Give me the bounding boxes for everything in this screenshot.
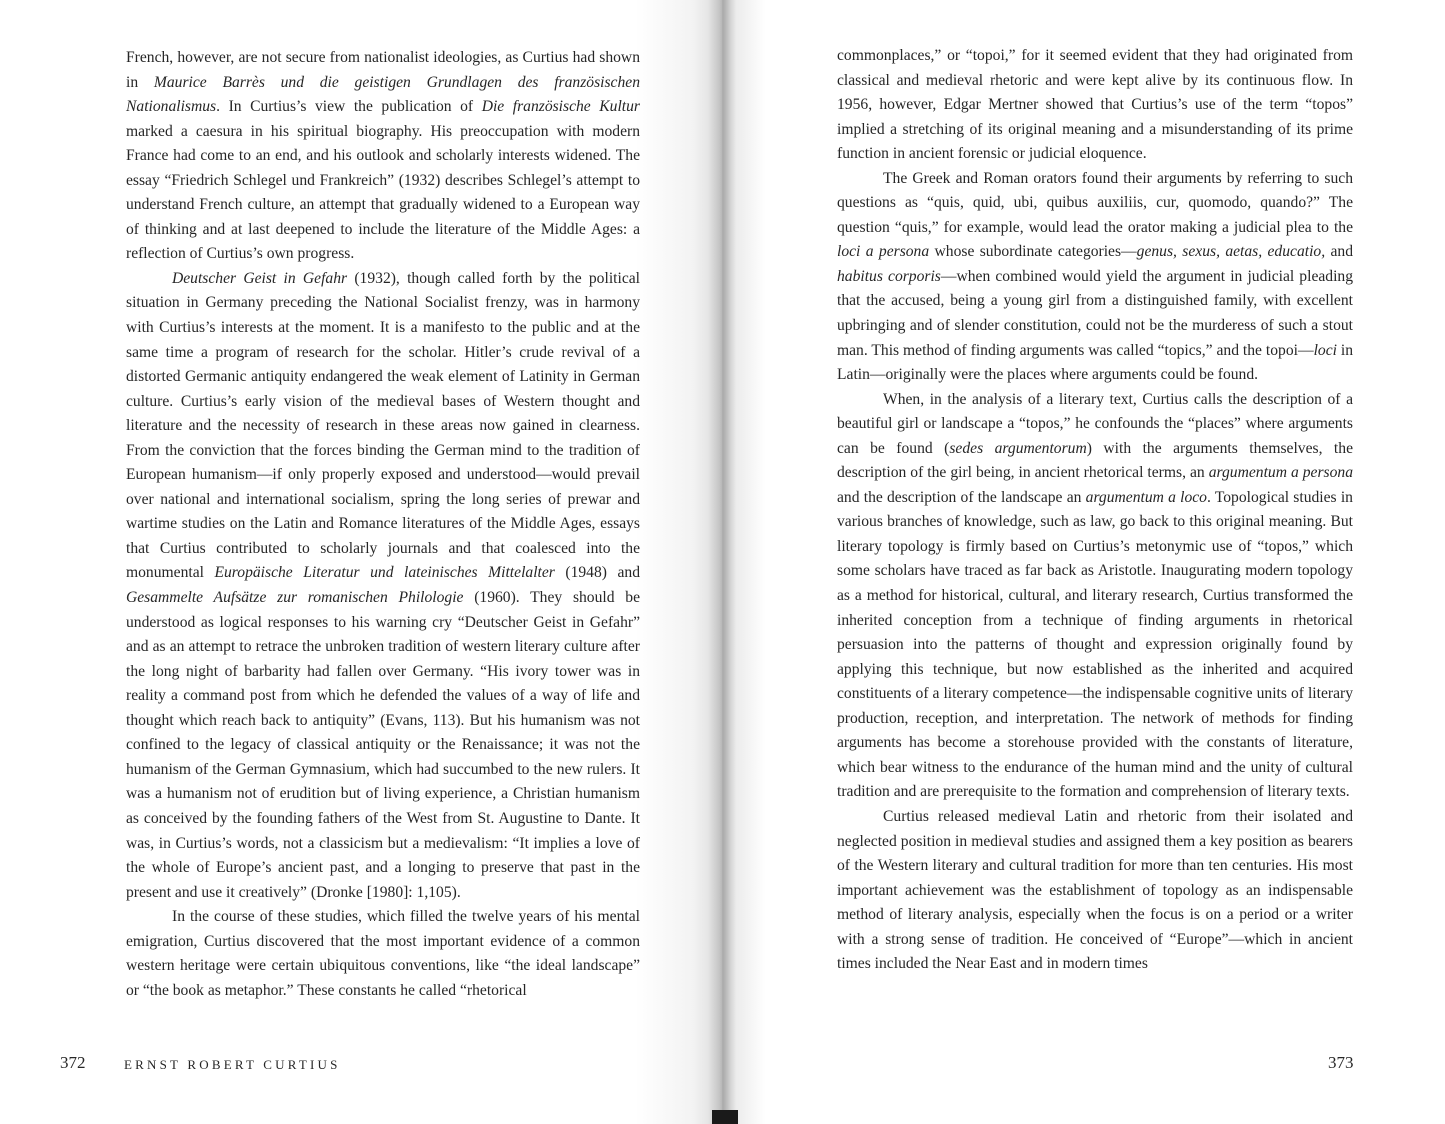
italic-text: argumentum a persona [1208, 464, 1353, 482]
italic-text: habitus corporis [837, 267, 941, 285]
gutter-shadow [712, 1110, 738, 1124]
paragraph [837, 44, 1353, 167]
text-run: French, however, are not secure from nationalist ideologies, as Curtius had shown in [126, 49, 640, 91]
text-run: whose subordinate categories— [929, 243, 1137, 261]
italic-text: Gesammelte Aufsätze zur romanischen Philologie [126, 589, 464, 607]
italic-text: Die französische Kultur [481, 98, 640, 116]
text-run: When, in the analysis of a literary text, Curtius calls the description of a beautiful girl or landscape a “topos,” he confounds the “places” where arguments can be found ( [837, 390, 1353, 457]
paragraph [126, 267, 640, 905]
italic-text: Europäische Literatur und lateinisches Mittelalter [214, 564, 555, 582]
text-run: In the course of these studies, which filled the twelve years of his mental emigration, Curtius discovered that the most important evidence of a common western heritage were certain ubiquitous conventions, like “the ideal landscape” or “the book as metaphor.” These constants he called “rhetorical [126, 908, 640, 999]
paragraph [837, 167, 1353, 388]
italic-text: loci a persona [837, 243, 930, 261]
text-run: The Greek and Roman orators found their arguments by referring to such questions as “quis, quid, ubi, quibus auxiliis, cur, quomodo, quando?” The question “quis,” for example, would lead the orator making a judicial plea to the [837, 169, 1353, 236]
italic-text: genus, sexus, aetas, educatio, [1136, 243, 1326, 261]
text-run: and the description of the landscape an [837, 488, 1086, 506]
right-page-body [837, 44, 1353, 977]
text-run: —when combined would yield the argument in judicial pleading that the accused, being a young girl from a distinguished family, with excellent upbringing and of slender constitution, could not be the murderess of such a stout man. This method of finding arguments was called “topics,” and the topoi— [837, 267, 1354, 359]
italic-text: sedes argumentorum [949, 439, 1087, 457]
text-run: . Topological studies in various branches of knowledge, such as law, go back to this original meaning. But literary topology is firmly based on Curtius’s metonymic use of “topos,” which some scholars have traced as far back as Aristotle. Inaugurating modern topology as a method for historical, cultural, and literary research, Curtius transformed the inherited conception from a technique of finding arguments in rhetorical persuasion into the patterns of thought and expression originally found by applying this technique, but now established as the inherited and acquired constituents of a literary competence—the indispensable cognitive units of literary production, reception, and interpretation. The network of methods for finding arguments has become a storehouse provided with the constants of literature, which bear witness to the endurance of the human mind and the unity of cultural tradition and are prerequisite to the formation and comprehension of literary texts. [837, 488, 1353, 801]
text-run: (1948) and [554, 564, 640, 582]
page-number-left: 372 [60, 1053, 86, 1072]
text-run: and [1325, 243, 1353, 261]
text-run: in Latin—originally were the places where arguments could be found. [837, 341, 1354, 384]
text-run: Curtius released medieval Latin and rhetoric from their isolated and neglected position in medieval studies and assigned them a key position as bearers of the Western literary and cultural tradition for more than ten centuries. His most important achievement was the establishment of topology as an indispensable method of literary analysis, especially when the focus is on a period or a writer with a strong sense of tradition. He conceived of “Europe”—which in ancient times included the Near East and in modern times [837, 807, 1353, 973]
italic-text: loci [1313, 341, 1337, 359]
text-run: (1932), though called forth by the political situation in Germany preceding the National Socialist frenzy, was in harmony with Curtius’s interests at the moment. It is a manifesto to the public and at the same time a program of research for the scholar. Hitler’s crude revival of a distorted Germanic antiquity endangered the weak element of Latinity in German culture. Curtius’s early vision of the medieval bases of Western thought and literature and the necessity of research in these areas now gained in clearness. From the conviction that the forces binding the German mind to the tradition of European humanism—if only properly exposed and understood—would prevail over national and international socialism, spring the long series of prewar and wartime studies on the Latin and Romance literatures of the Middle Ages, essays that Curtius contributed to scholarly journals and that coalesced into the monumental [126, 269, 640, 582]
book-gutter [708, 0, 736, 1124]
paragraph [126, 46, 640, 267]
italic-text: Maurice Barrès und die geistigen Grundlagen des französischen Nationalismus [126, 73, 640, 116]
text-run: . In Curtius’s view the publication of [216, 98, 482, 116]
paragraph [837, 805, 1353, 977]
text-run: marked a caesura in his spiritual biography. His preoccupation with modern France had come to an end, and his outlook and scholarly interests widened. The essay “Friedrich Schlegel und Frankreich” (1932) describes Schlegel’s attempt to understand French culture, an attempt that gradually widened to a European way of thinking and at last deepened to include the literature of the Middle Ages: a reflection of Curtius’s own progress. [126, 122, 640, 263]
text-run: (1960). They should be understood as logical responses to his warning cry “Deutscher Geist in Gefahr” and as an attempt to retrace the unbroken tradition of western literary culture after the long night of barbarity had fallen over Germany. “His ivory tower was in reality a command post from which he defended the values of a way of life and thought which reach back to antiquity” (Evans, 113). But his humanism was not confined to the legacy of classical antiquity or the Renaissance; it was not the humanism of the German Gymnasium, which had succumbed to the new rulers. It was a humanism not of erudition but of living experience, a Christian humanism as conceived by the founding fathers of the West from St. Augustine to Dante. It was, in Curtius’s words, not a classicism but a medievalism: “It implies a love of the whole of Europe’s ancient past, and a longing to preserve that past in the present and use it creatively” (Dronke [1980]: 1,105). [126, 589, 640, 901]
text-run: commonplaces,” or “topoi,” for it seemed evident that they had originated from classical and medieval rhetoric and were kept alive by its continuous flow. In 1956, however, Edgar Mertner showed that Curtius’s use of the term “topos” implied a stretching of its original meaning and a misunderstanding of its prime function in ancient forensic or judicial eloquence. [837, 47, 1353, 163]
paragraph [837, 388, 1353, 805]
paragraph [126, 905, 640, 1003]
italic-text: argumentum a loco [1085, 488, 1207, 506]
running-head: ERNST ROBERT CURTIUS [124, 1057, 341, 1072]
left-page-body [126, 46, 640, 1003]
page-number-right: 373 [1328, 1053, 1354, 1072]
italic-text: Deutscher Geist in Gefahr [172, 269, 348, 287]
text-run: ) with the arguments themselves, the description of the girl being, in ancient rhetorical terms, an [837, 439, 1353, 482]
